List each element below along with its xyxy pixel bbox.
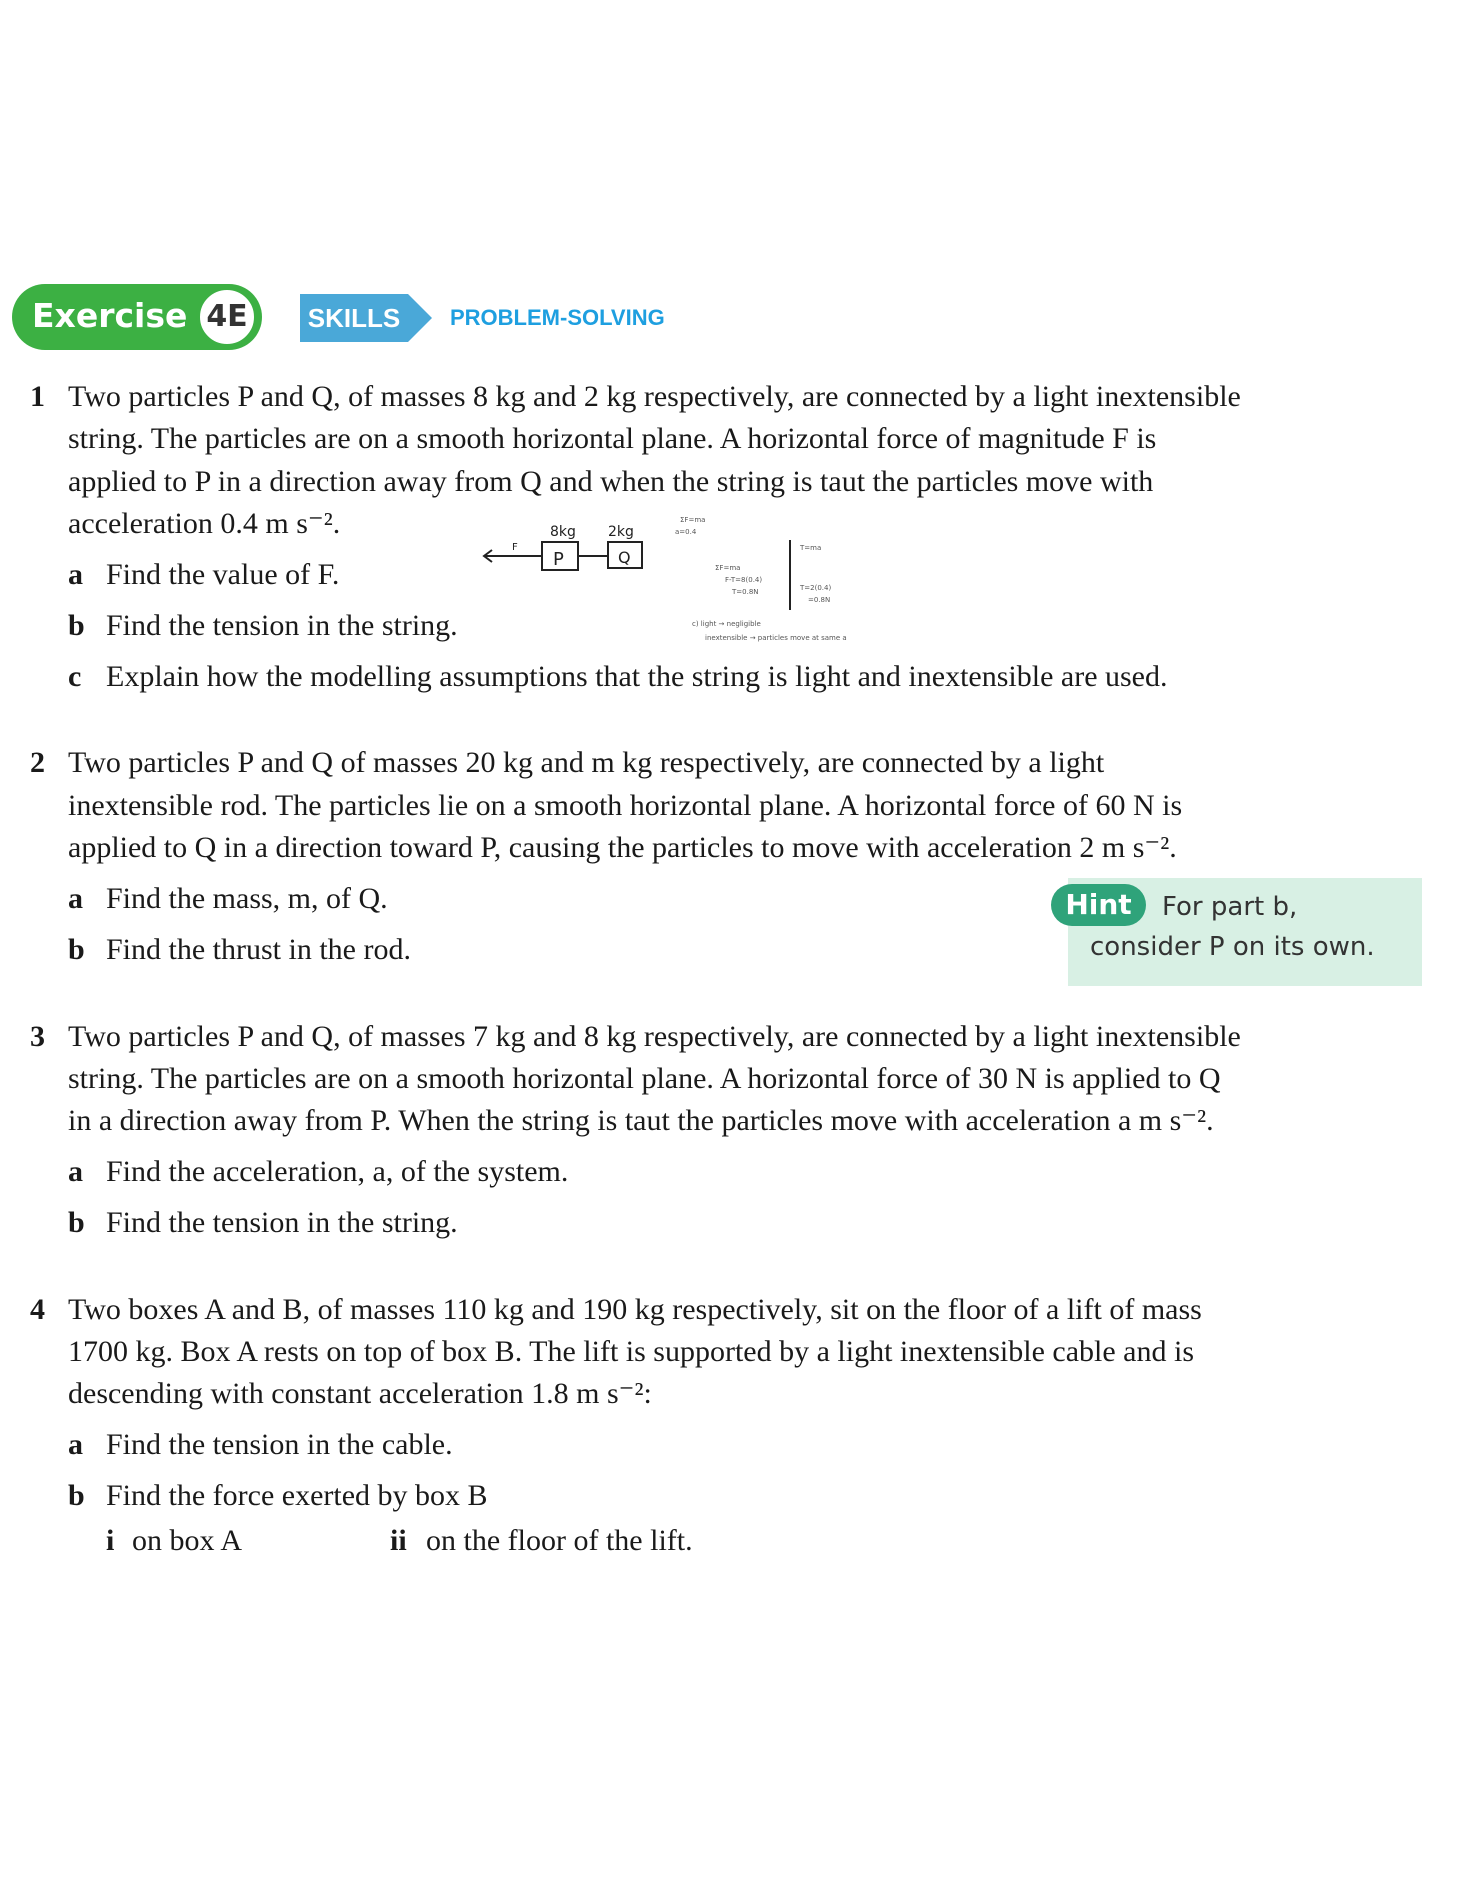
- svg-text:P: P: [553, 549, 564, 570]
- q3-line: Two particles P and Q, of masses 7 kg and 8 kg respectively, are connected by a light inextensible: [68, 1020, 1241, 1053]
- svg-text:F-T=8(0.4): F-T=8(0.4): [725, 576, 763, 584]
- q1-part-c: c Explain how the modelling assumptions that the string is light and inextensible are used.: [68, 660, 1168, 693]
- question-number: 1: [30, 380, 45, 413]
- q1-part-a: a Find the value of F.: [68, 558, 340, 591]
- skills-tag: SKILLS: [300, 294, 408, 342]
- q1-line: acceleration 0.4 m s⁻².: [68, 507, 341, 540]
- q1-line: string. The particles are on a smooth horizontal plane. A horizontal force of magnitude F is: [68, 422, 1157, 455]
- hint-box: [1065, 878, 1422, 986]
- svg-text:inextensible → particles move: inextensible → particles move at same a: [705, 634, 847, 642]
- svg-text:ΣF=ma: ΣF=ma: [680, 516, 706, 524]
- q1-line: Two particles P and Q, of masses 8 kg and 2 kg respectively, are connected by a light inextensible: [68, 380, 1241, 413]
- q3-part-a: a Find the acceleration, a, of the system.: [68, 1155, 569, 1188]
- q2-line: applied to Q in a direction toward P, causing the particles to move with acceleration 2 m s⁻².: [68, 831, 1177, 864]
- q2-part-a: a Find the mass, m, of Q.: [68, 882, 388, 915]
- hint-label: Hint: [1051, 884, 1146, 926]
- q3-line: in a direction away from P. When the string is taut the particles move with acceleration a m s⁻².: [68, 1104, 1214, 1137]
- q4-part-b-i: i on box A: [106, 1524, 243, 1557]
- q4-part-b: b Find the force exerted by box B: [68, 1479, 488, 1512]
- q4-line: 1700 kg. Box A rests on top of box B. The lift is supported by a light inextensible cable and is: [68, 1335, 1194, 1368]
- q4-part-b-ii: ii on the floor of the lift.: [390, 1524, 693, 1557]
- exercise-label: Exercise: [32, 296, 188, 335]
- svg-text:T=ma: T=ma: [800, 544, 822, 552]
- q1-line: applied to P in a direction away from Q and when the string is taut the particles move with: [68, 465, 1154, 498]
- q2-line: inextensible rod. The particles lie on a smooth horizontal plane. A horizontal force of 60 N is: [68, 789, 1183, 822]
- q2-part-b: b Find the thrust in the rod.: [68, 933, 411, 966]
- exercise-code: 4E: [196, 286, 258, 348]
- svg-text:a=0.4: a=0.4: [675, 528, 697, 536]
- exercise-badge: [12, 284, 262, 350]
- svg-text:c) light → negligible: c) light → negligible: [692, 620, 761, 628]
- q4-line: Two boxes A and B, of masses 110 kg and 190 kg respectively, sit on the floor of a lift of mass: [68, 1293, 1202, 1326]
- q4-part-a: a Find the tension in the cable.: [68, 1428, 453, 1461]
- q2-line: Two particles P and Q of masses 20 kg and m kg respectively, are connected by a light: [68, 746, 1105, 779]
- question-number: 2: [30, 746, 45, 779]
- q1-part-b: b Find the tension in the string.: [68, 609, 458, 642]
- svg-text:2kg: 2kg: [608, 524, 634, 540]
- svg-text:F: F: [512, 542, 518, 553]
- hint-text: For part b,: [1162, 892, 1298, 922]
- svg-text:ΣF=ma: ΣF=ma: [715, 564, 741, 572]
- svg-text:T=0.8N: T=0.8N: [732, 588, 759, 596]
- svg-text:Q: Q: [618, 548, 631, 567]
- svg-text:T=2(0.4): T=2(0.4): [800, 584, 832, 592]
- question-number: 4: [30, 1293, 45, 1326]
- q3-line: string. The particles are on a smooth horizontal plane. A horizontal force of 30 N is applied to Q: [68, 1062, 1221, 1095]
- svg-text:8kg: 8kg: [550, 524, 576, 540]
- question-number: 3: [30, 1020, 45, 1053]
- q4-line: descending with constant acceleration 1.8 m s⁻²:: [68, 1377, 652, 1410]
- q3-part-b: b Find the tension in the string.: [68, 1206, 458, 1239]
- hint-text: consider P on its own.: [1090, 932, 1375, 962]
- skill-name: PROBLEM-SOLVING: [450, 305, 665, 330]
- svg-text:=0.8N: =0.8N: [808, 596, 831, 604]
- handwritten-working: [470, 500, 910, 660]
